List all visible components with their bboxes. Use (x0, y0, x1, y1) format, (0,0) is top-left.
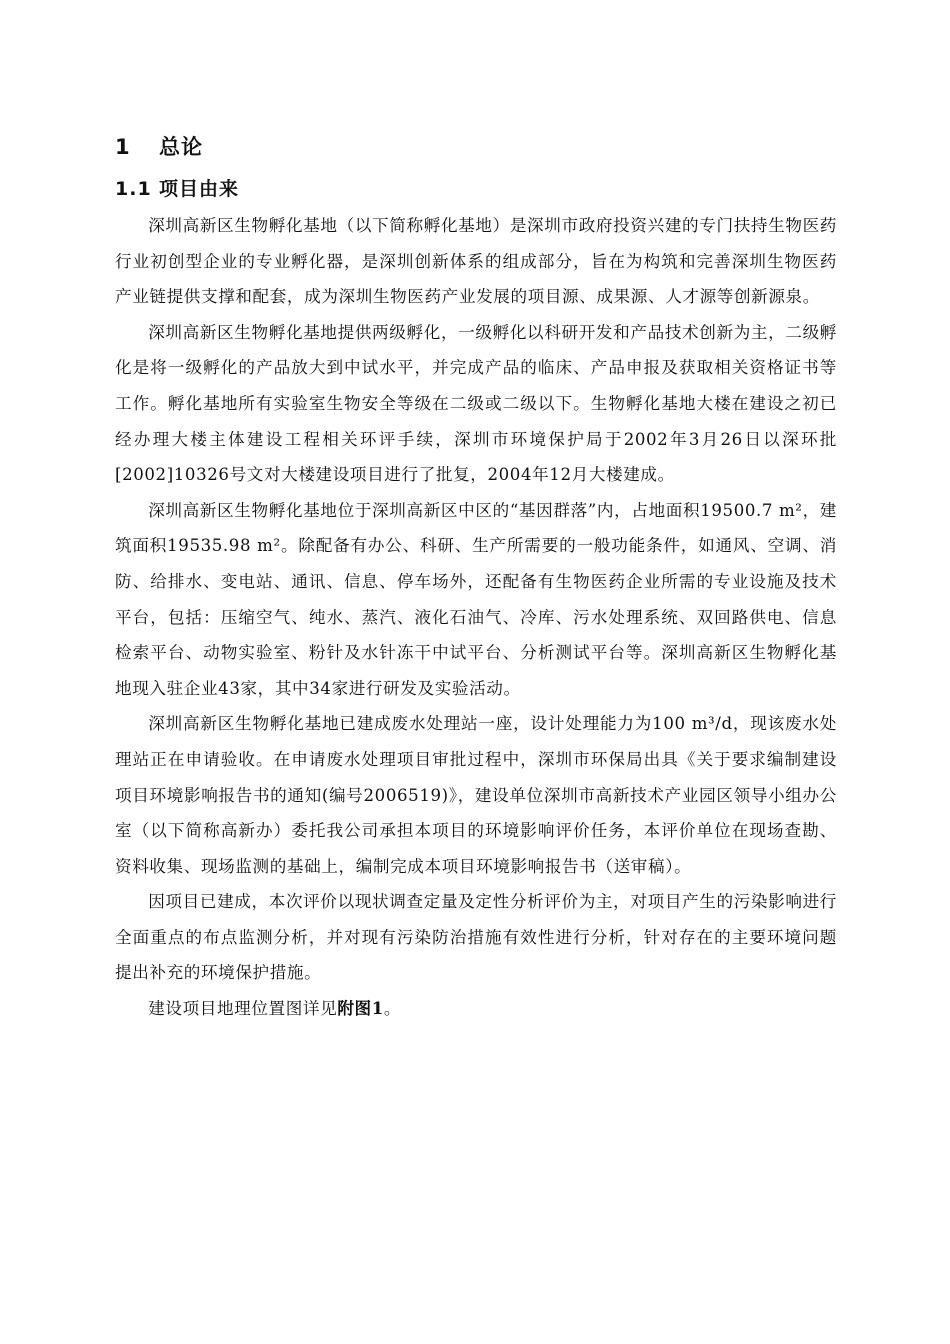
section-body (115, 208, 837, 1027)
chapter-number: 1 (115, 135, 131, 159)
section-heading (115, 174, 239, 201)
paragraph-6 (115, 991, 837, 1027)
paragraph-4: 深圳高新区生物孵化基地已建成废水处理站一座，设计处理能力为100 m³/d，现该废水处理站正在申请验收。在申请废水处理项目审批过程中，深圳市环保局出具《关于要求编制建设项目环境影响报告书的通知(编号2006519)》，建设单位深圳市高新技术产业园区领导小组办公室（以下简称高新办）委托我公司承担本项目的环境影响评价任务，本评价单位在现场查勘、资料收集、现场监测的基础上，编制完成本项目环境影响报告书（送审稿）。 (115, 714, 837, 876)
chapter-heading (115, 131, 203, 161)
paragraph-3: 深圳高新区生物孵化基地位于深圳高新区中区的“基因群落”内，占地面积19500.7 m²，建筑面积19535.98 m²。除配备有办公、科研、生产所需要的一般功能条件，如通风、空调、消防、给排水、变电站、通讯、信息、停车场外，还配备有生物医药企业所需的专业设施及技术平台，包括：压缩空气、纯水、蒸汽、液化石油气、冷库、污水处理系统、双回路供电、信息检索平台、动物实验室、粉针及水针冻干中试平台、分析测试平台等。深圳高新区生物孵化基地现入驻企业43家，其中34家进行研发及实验活动。 (115, 500, 837, 698)
paragraph-5: 因项目已建成，本次评价以现状调查定量及定性分析评价为主，对项目产生的污染影响进行全面重点的布点监测分析，并对现有污染防治措施有效性进行分析，针对存在的主要环境问题提出补充的环境保护措施。 (115, 892, 837, 983)
figure-reference: 附图1 (337, 998, 384, 1019)
section-number: 1.1 (115, 178, 152, 200)
chapter-title: 总论 (159, 135, 203, 159)
paragraph-6-prefix: 建设项目地理位置图详见 (148, 999, 338, 1019)
paragraph-1: 深圳高新区生物孵化基地（以下简称孵化基地）是深圳市政府投资兴建的专门扶持生物医药行业初创型企业的专业孵化器，是深圳创新体系的组成部分，旨在为构筑和完善深圳生物医药产业链提供支撑和配套，成为深圳生物医药产业发展的项目源、成果源、人才源等创新源泉。 (115, 216, 837, 307)
paragraph-6-suffix: 。 (383, 999, 402, 1019)
section-title: 项目由来 (159, 178, 240, 200)
paragraph-2: 深圳高新区生物孵化基地提供两级孵化，一级孵化以科研开发和产品技术创新为主，二级孵化是将一级孵化的产品放大到中试水平，并完成产品的临床、产品申报及获取相关资格证书等工作。孵化基地所有实验室生物安全等级在二级或二级以下。生物孵化基地大楼在建设之初已经办理大楼主体建设工程相关环评手续，深圳市环境保护局于2002年3月26日以深环批[2002]10326号文对大楼建设项目进行了批复，2004年12月大楼建成。 (115, 322, 837, 485)
